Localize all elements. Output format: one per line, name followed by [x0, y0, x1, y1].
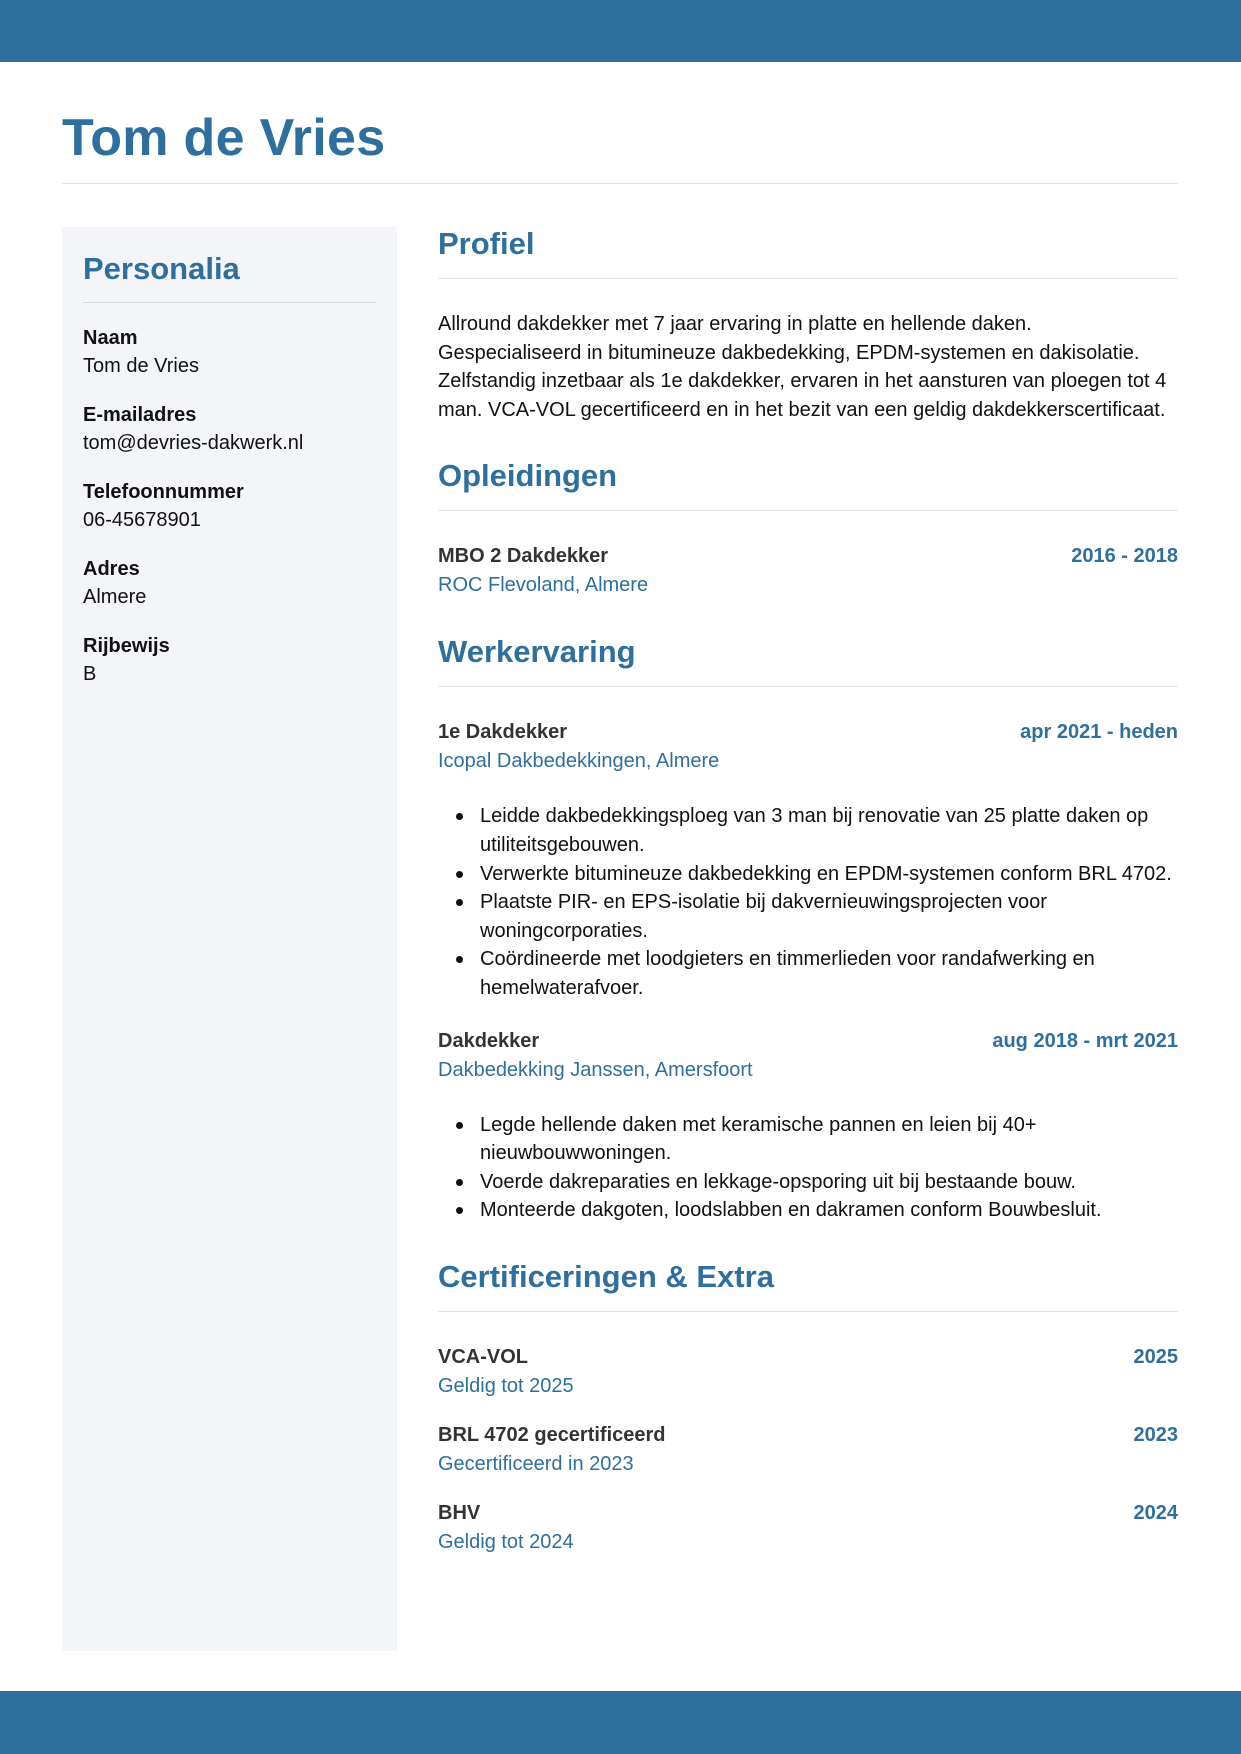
entry-title: MBO 2 Dakdekker [438, 545, 609, 568]
entry-detail: Gecertificeerd in 2023 [438, 1452, 634, 1475]
entry-title: BRL 4702 gecertificeerd [438, 1423, 666, 1446]
entry-title: 1e Dakdekker [438, 721, 567, 744]
entry-date: 2023 [1133, 1423, 1178, 1446]
certification-entry [438, 1499, 1178, 1557]
task-item: Leidde dakbedekkingsploeg van 3 man bij renovatie van 25 platte daken op utiliteitsgebouwen. [480, 802, 1178, 859]
top-banner [0, 0, 1241, 62]
field-value: tom@devries-dakwerk.nl [83, 432, 304, 454]
entry-title: BHV [438, 1501, 481, 1524]
main-content [438, 222, 1178, 1587]
entry-date: 2016 - 2018 [1071, 545, 1178, 568]
header-divider [62, 183, 1178, 184]
field-email [83, 402, 376, 458]
field-label: Naam [83, 327, 138, 349]
certifications-section [438, 1255, 1178, 1557]
entry-employer: Dakbedekking Janssen, Amersfoort [438, 1058, 753, 1081]
sidebar-title: Personalia [83, 249, 376, 303]
field-drivers-license [83, 633, 376, 689]
section-title: Werkervaring [438, 630, 1178, 687]
section-title: Profiel [438, 222, 1178, 279]
education-entry [438, 542, 1178, 600]
entry-date: 2024 [1133, 1501, 1178, 1524]
profile-section [438, 222, 1178, 424]
field-address [83, 556, 376, 612]
entry-employer: Icopal Dakbedekkingen, Almere [438, 750, 720, 773]
task-item: Legde hellende daken met keramische pannen en leien bij 40+ nieuwbouwwoningen. [480, 1111, 1178, 1168]
certification-entry [438, 1421, 1178, 1479]
experience-entry [438, 718, 1178, 1002]
entry-detail: Geldig tot 2024 [438, 1530, 574, 1553]
task-item: Verwerkte bitumineuze dakbedekking en EPDM-systemen conform BRL 4702. [480, 860, 1178, 889]
field-label: Telefoonnummer [83, 481, 244, 503]
field-label: E-mailadres [83, 404, 197, 426]
field-value: B [83, 663, 97, 685]
field-label: Rijbewijs [83, 635, 170, 657]
experience-entry [438, 1027, 1178, 1225]
entry-institution: ROC Flevoland, Almere [438, 574, 649, 597]
section-title: Certificeringen & Extra [438, 1255, 1178, 1312]
personal-info-sidebar [62, 227, 397, 1651]
experience-section [438, 630, 1178, 1225]
entry-title: VCA-VOL [438, 1345, 528, 1368]
field-name [83, 325, 376, 381]
education-section [438, 454, 1178, 600]
entry-date: aug 2018 - mrt 2021 [992, 1029, 1178, 1052]
bottom-banner [0, 1691, 1241, 1754]
entry-detail: Geldig tot 2025 [438, 1374, 574, 1397]
entry-date: 2025 [1133, 1345, 1178, 1368]
task-item: Coördineerde met loodgieters en timmerlieden voor randafwerking en hemelwaterafvoer. [480, 945, 1178, 1002]
field-label: Adres [83, 558, 140, 580]
field-value: 06-45678901 [83, 509, 201, 531]
task-list [438, 1111, 1178, 1225]
field-phone [83, 479, 376, 535]
task-item: Monteerde dakgoten, loodslabben en dakramen conform Bouwbesluit. [480, 1196, 1178, 1225]
section-title: Opleidingen [438, 454, 1178, 511]
field-value: Almere [83, 586, 147, 608]
task-item: Voerde dakreparaties en lekkage-opsporing uit bij bestaande bouw. [480, 1168, 1178, 1197]
task-item: Plaatste PIR- en EPS-isolatie bij dakvernieuwingsprojecten voor woningcorporaties. [480, 888, 1178, 945]
profile-text: Allround dakdekker met 7 jaar ervaring in platte en hellende daken. Gespecialiseerd in bitumineuze dakbedekking, EPDM-systemen en dakisolatie. Zelfstandig inzetbaar als 1e dakdekker, ervaren in het aansturen van ploegen tot 4 man. VCA-VOL gecertificeerd en in het bezit van een geldig dakdekkerscertificaat. [438, 313, 1167, 421]
candidate-name: Tom de Vries [62, 109, 386, 167]
certification-entry [438, 1343, 1178, 1401]
task-list [438, 802, 1178, 1002]
field-value: Tom de Vries [83, 355, 199, 377]
entry-title: Dakdekker [438, 1029, 540, 1052]
entry-date: apr 2021 - heden [1020, 721, 1178, 744]
